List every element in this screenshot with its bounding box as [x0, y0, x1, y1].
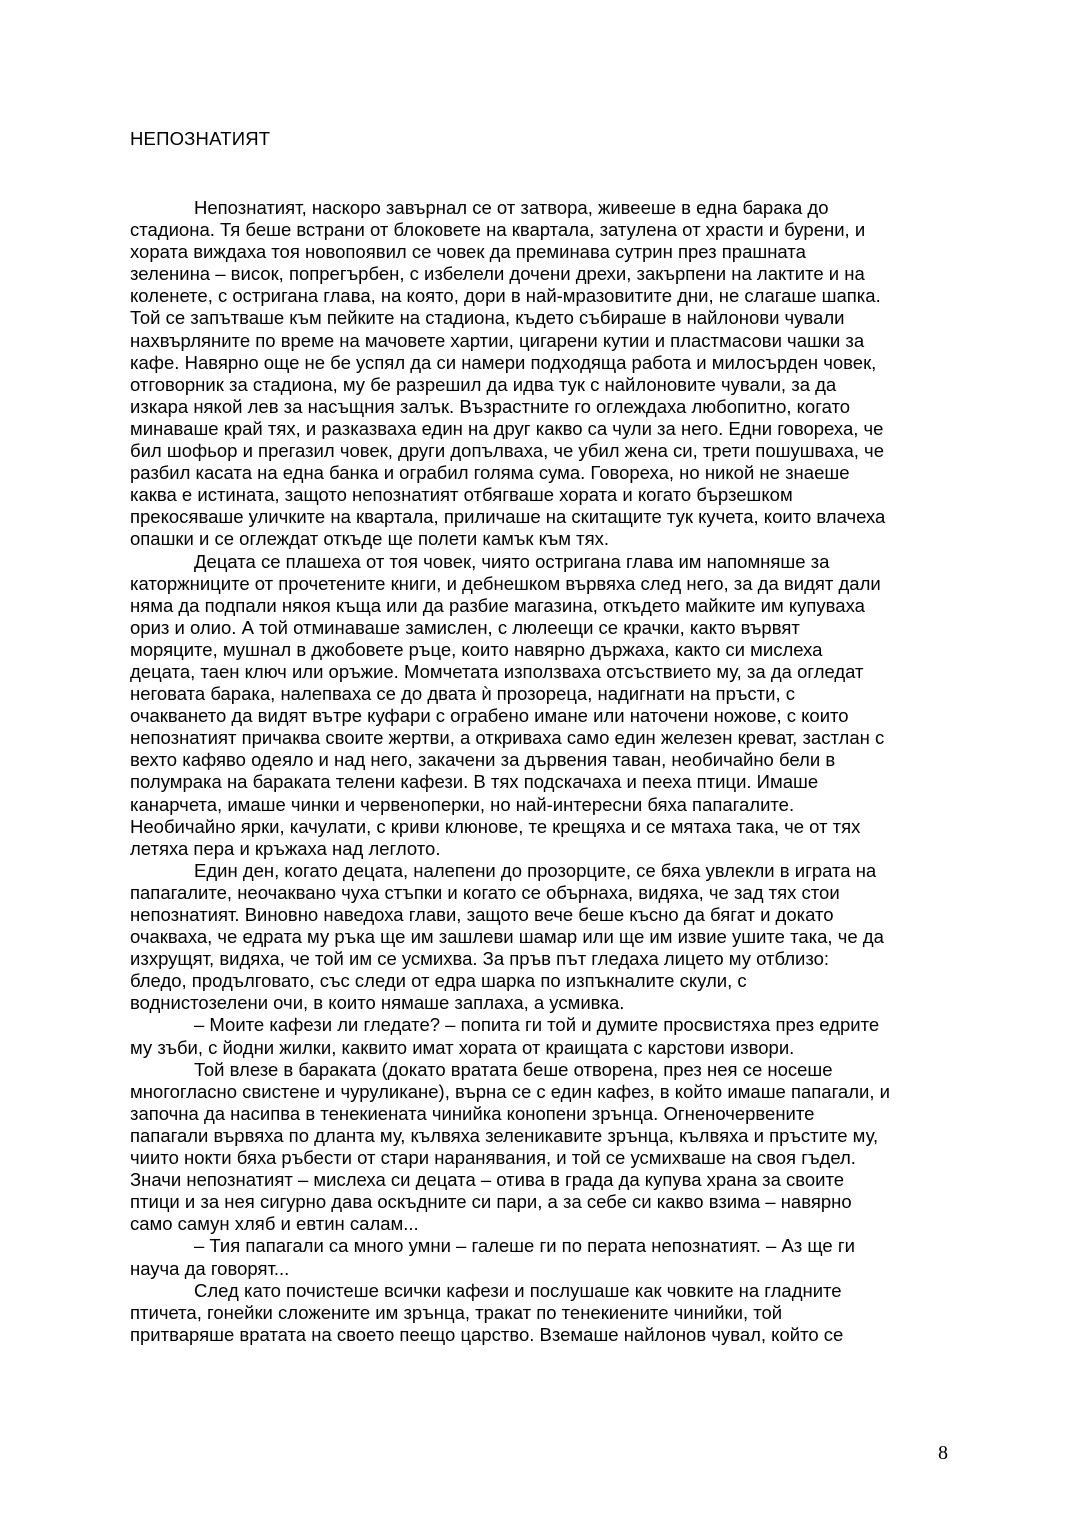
text-line: му зъби, с йодни жилки, каквито имат хората от краищата с карстови извори.	[130, 1036, 795, 1058]
text-line: очакваха, че едрата му ръка ще им зашлеви шамар или ще им извие ушите така, че да	[130, 926, 884, 948]
text-line: Един ден, когато децата, налепени до прозорците, се бяха увлекли в играта на	[194, 859, 877, 881]
text-line: летяха пера и кръжаха над леглото.	[130, 837, 441, 859]
story-body	[130, 197, 954, 1346]
text-line: канарчета, имаше чинки и червеноперки, но най-интересни бяха папагалите.	[130, 793, 795, 815]
text-line: нахвърляните по време на мачовете хартии, цигарени кутии и пластмасови чашки за	[130, 329, 865, 351]
text-line: каква е истината, защото непознатият отбягваше хората и когато бързешком	[130, 484, 793, 506]
text-line: Децата се плашеха от тоя човек, чиято остригана глава им напомняше за	[194, 550, 830, 572]
text-line: науча да говорят...	[130, 1257, 290, 1279]
text-line: стадиона. Тя беше встрани от блоковете на квартала, затулена от храсти и бурени, и	[130, 219, 866, 241]
text-line: неговата барака, налепваха се до двата ѝ прозореца, надигнати на пръсти, с	[130, 683, 796, 705]
text-line: непознатият. Виновно наведоха глави, защото вече беше късно да бягат и докато	[130, 904, 834, 925]
text-line: бил шофьор и прегазил човек, други допълваха, че убил жена си, трети пошушваха, че	[130, 440, 884, 462]
text-line: само самун хляб и евтин салам...	[130, 1213, 419, 1235]
text-line: коленете, с остригана глава, на която, дори в най-мразовитите дни, не слагаше шапка.	[130, 285, 881, 307]
text-line: прекосяваше уличките на квартала, приличаше на скитащите тук кучета, които влачеха	[130, 506, 886, 528]
text-line: – Моите кафези ли гледате? – попита ги той и думите просвистяха през едрите	[194, 1014, 880, 1036]
text-line: чиито нокти бяха ръбести от стари наранявания, и той се усмихваше на своя гъдел.	[130, 1147, 856, 1169]
text-line: разбил касата на една банка и ограбил голяма сума. Говореха, но никой не знаеше	[130, 462, 850, 484]
text-line: – Тия папагали са много умни – галеше ги по перата непознатият. – Аз ще ги	[194, 1235, 855, 1257]
text-line: започна да насипва в тенекиената чинийка конопени зрънца. Огненочервените	[130, 1102, 815, 1124]
text-line: отговорник за стадиона, му бе разрешил да идва тук с найлоновите чували, за да	[130, 373, 837, 395]
text-line: притваряше вратата на своето пеещо царство. Вземаше найлонов чувал, който се	[130, 1323, 844, 1345]
text-line: зеленина – висок, попрегърбен, с избелели дочени дрехи, закърпени на лактите и на	[130, 263, 865, 285]
text-line: Той се запътваше към пейките на стадиона, където събираше в найлонови чували	[130, 307, 845, 329]
text-line: хората виждаха тоя новопоявил се човек да преминава сутрин през прашната	[130, 241, 806, 263]
text-line: минаваше край тях, и разказваха един на друг какво са чули за него. Едни говореха, че	[130, 417, 884, 439]
page-number: 8	[938, 1442, 948, 1464]
text-line: Необичайно ярки, качулати, с криви клюнове, те крещяха и се мятаха така, че от тях	[130, 815, 861, 837]
text-line: вехто кафяво одеяло и над него, закачени за дървения таван, необичайно бели в	[130, 749, 836, 771]
text-line: След като почистеше всички кафези и послушаше как човките на гладните	[194, 1279, 842, 1301]
text-line: воднистозелени очи, в които нямаше заплаха, а усмивка.	[130, 992, 625, 1014]
text-line: Той влезе в бараката (докато вратата беше отворена, през нея се носеше	[194, 1058, 833, 1080]
text-line: изхрущят, видяха, че той им се усмихва. За пръв път гледаха лицето му отблизо:	[130, 948, 830, 970]
text-line: няма да подпали някоя къща или да разбие магазина, откъдето майките им купуваха	[130, 594, 865, 616]
text-line: полумрака на бараката телени кафези. В тях подскачаха и пееха птици. Имаше	[130, 771, 819, 793]
page-title: НЕПОЗНАТИЯТ	[130, 128, 271, 149]
text-line: папагалите, неочаквано чуха стъпки и когато се обърнаха, видяха, че зад тях стои	[130, 881, 840, 903]
text-line: децата, таен ключ или оръжие. Момчетата използваха отсъствието му, за да огледат	[130, 660, 864, 682]
text-line: кафе. Навярно още не бе успял да си намери подходяща работа и милосърден човек,	[130, 351, 877, 373]
text-line: Значи непознатият – мислеха си децата – отива в града да купува храна за своите	[130, 1169, 845, 1191]
text-line: Непознатият, наскоро завърнал се от затвора, живееше в една барака до	[194, 197, 829, 218]
text-line: опашки и се оглеждат откъде ще полети камък към тях.	[130, 528, 610, 550]
text-line: многогласно свистене и чуруликане), върна се с един кафез, в който имаше папагали, и	[130, 1080, 890, 1102]
text-line: бледо, продълговато, със следи от едра шарка по изпъкналите скули, с	[130, 970, 747, 992]
text-line: непознатият причаква своите жертви, а откриваха само един железен креват, застлан с	[130, 727, 885, 749]
text-line: птици и за нея сигурно дава оскъдните си пари, а за себе си какво взима – навярно	[130, 1191, 852, 1213]
text-line: каторжниците от прочетените книги, и дебнешком вървяха след него, за да видят дали	[130, 572, 881, 594]
text-line: изкара някой лев за насъщния залък. Възрастните го оглеждаха любопитно, когато	[130, 395, 851, 417]
text-line: очакването да видят вътре куфари с ограбено имане или наточени ножове, с които	[130, 705, 849, 727]
text-line: птичета, гонейки сложените им зрънца, тракат по тенекиените чинийки, той	[130, 1301, 783, 1323]
text-line: ориз и олио. А той отминаваше замислен, с люлеещи се крачки, както вървят	[130, 616, 800, 638]
text-line: моряците, мушнал в джобовете ръце, които навярно държаха, както си мислеха	[130, 638, 823, 660]
text-line: папагали вървяха по дланта му, кълвяха зеленикавите зрънца, кълвяха и пръстите му,	[130, 1124, 879, 1146]
